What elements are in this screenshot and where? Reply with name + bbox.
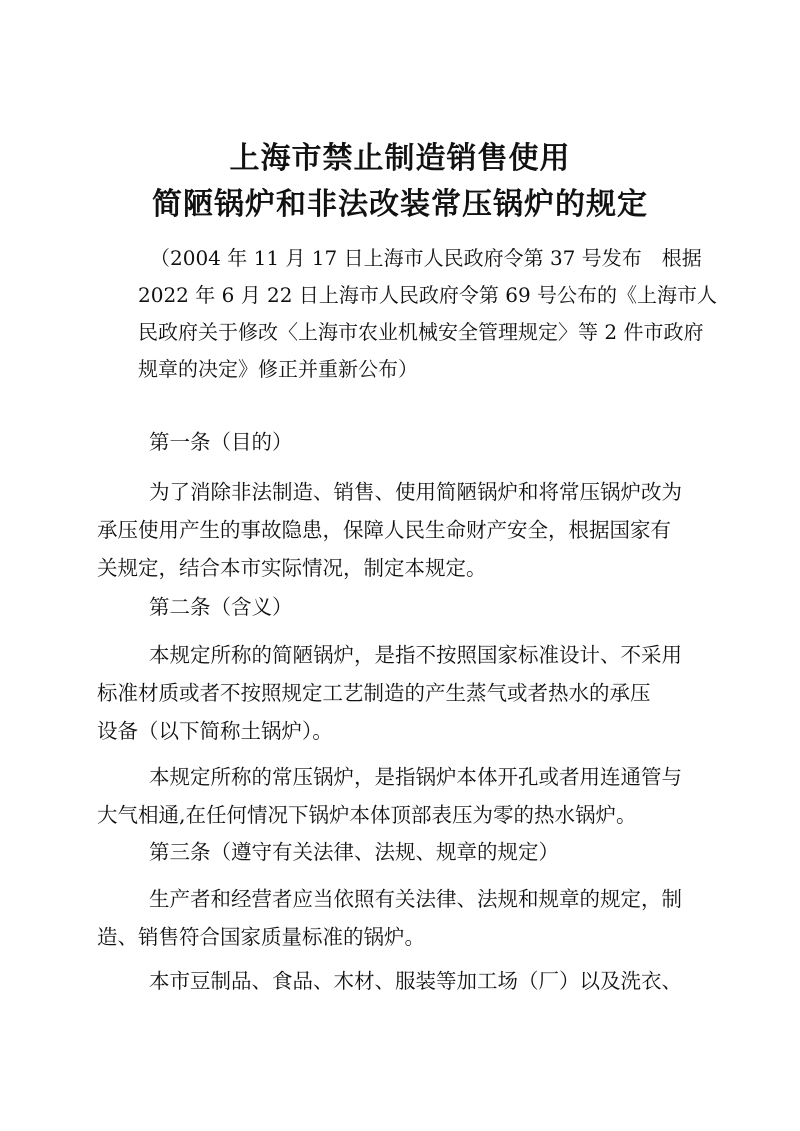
article1-paragraph bbox=[97, 473, 707, 587]
article2-p1-line3: 设备（以下简称土锅炉）。 bbox=[97, 719, 333, 743]
article2-p1-line2: 标准材质或者不按照规定工艺制造的产生蒸气或者热水的承压 bbox=[97, 681, 651, 705]
document-title-line1: 上海市禁止制造销售使用 bbox=[229, 141, 571, 176]
document-subtitle bbox=[138, 240, 718, 388]
article3-p1-line2: 造、销售符合国家质量标准的锅炉。 bbox=[97, 925, 425, 949]
subtitle-line1-a: （2004 年 11 月 17 日上海市人民政府令第 37 号发布 bbox=[150, 246, 642, 270]
document-title-line2: 简陋锅炉和非法改装常压锅炉的规定 bbox=[152, 187, 648, 222]
article2-p1-line1: 本规定所称的简陋锅炉，是指不按照国家标准设计、不采用 bbox=[149, 643, 682, 667]
article1-line3: 关规定，结合本市实际情况，制定本规定。 bbox=[97, 556, 487, 580]
article3-p2-line1: 本市豆制品、食品、木材、服装等加工场（厂）以及洗衣、 bbox=[149, 969, 682, 993]
article3-heading: 第三条（遵守有关法律、法规、规章的规定） bbox=[149, 840, 559, 864]
article1-line2: 承压使用产生的事故隐患，保障人民生命财产安全，根据国家有 bbox=[97, 518, 671, 542]
subtitle-line2: 2022 年 6 月 22 日上海市人民政府令第 69 号公布的《上海市人 bbox=[138, 283, 718, 307]
article2-paragraph1 bbox=[97, 636, 707, 750]
article1-line1: 为了消除非法制造、销售、使用简陋锅炉和将常压锅炉改为 bbox=[149, 480, 682, 504]
article3-paragraph1 bbox=[97, 880, 707, 956]
article3-p1-line1: 生产者和经营者应当依照有关法律、法规和规章的规定，制 bbox=[149, 887, 682, 911]
article2-p2-line2: 大气相通,在任何情况下锅炉本体顶部表压为零的热水锅炉。 bbox=[97, 803, 637, 827]
subtitle-line1-b: 根据 bbox=[661, 246, 702, 270]
subtitle-line3: 民政府关于修改〈上海市农业机械安全管理规定〉等 2 件市政府 bbox=[138, 320, 704, 344]
article2-heading: 第二条（含义） bbox=[149, 595, 293, 619]
article2-p2-line1: 本规定所称的常压锅炉，是指锅炉本体开孔或者用连通管与 bbox=[149, 765, 682, 789]
subtitle-line4: 规章的决定》修正并重新公布） bbox=[138, 357, 418, 381]
article1-heading: 第一条（目的） bbox=[149, 430, 293, 454]
article2-paragraph2 bbox=[97, 758, 707, 834]
subtitle-line bbox=[138, 240, 702, 277]
article3-paragraph2 bbox=[97, 962, 707, 1000]
